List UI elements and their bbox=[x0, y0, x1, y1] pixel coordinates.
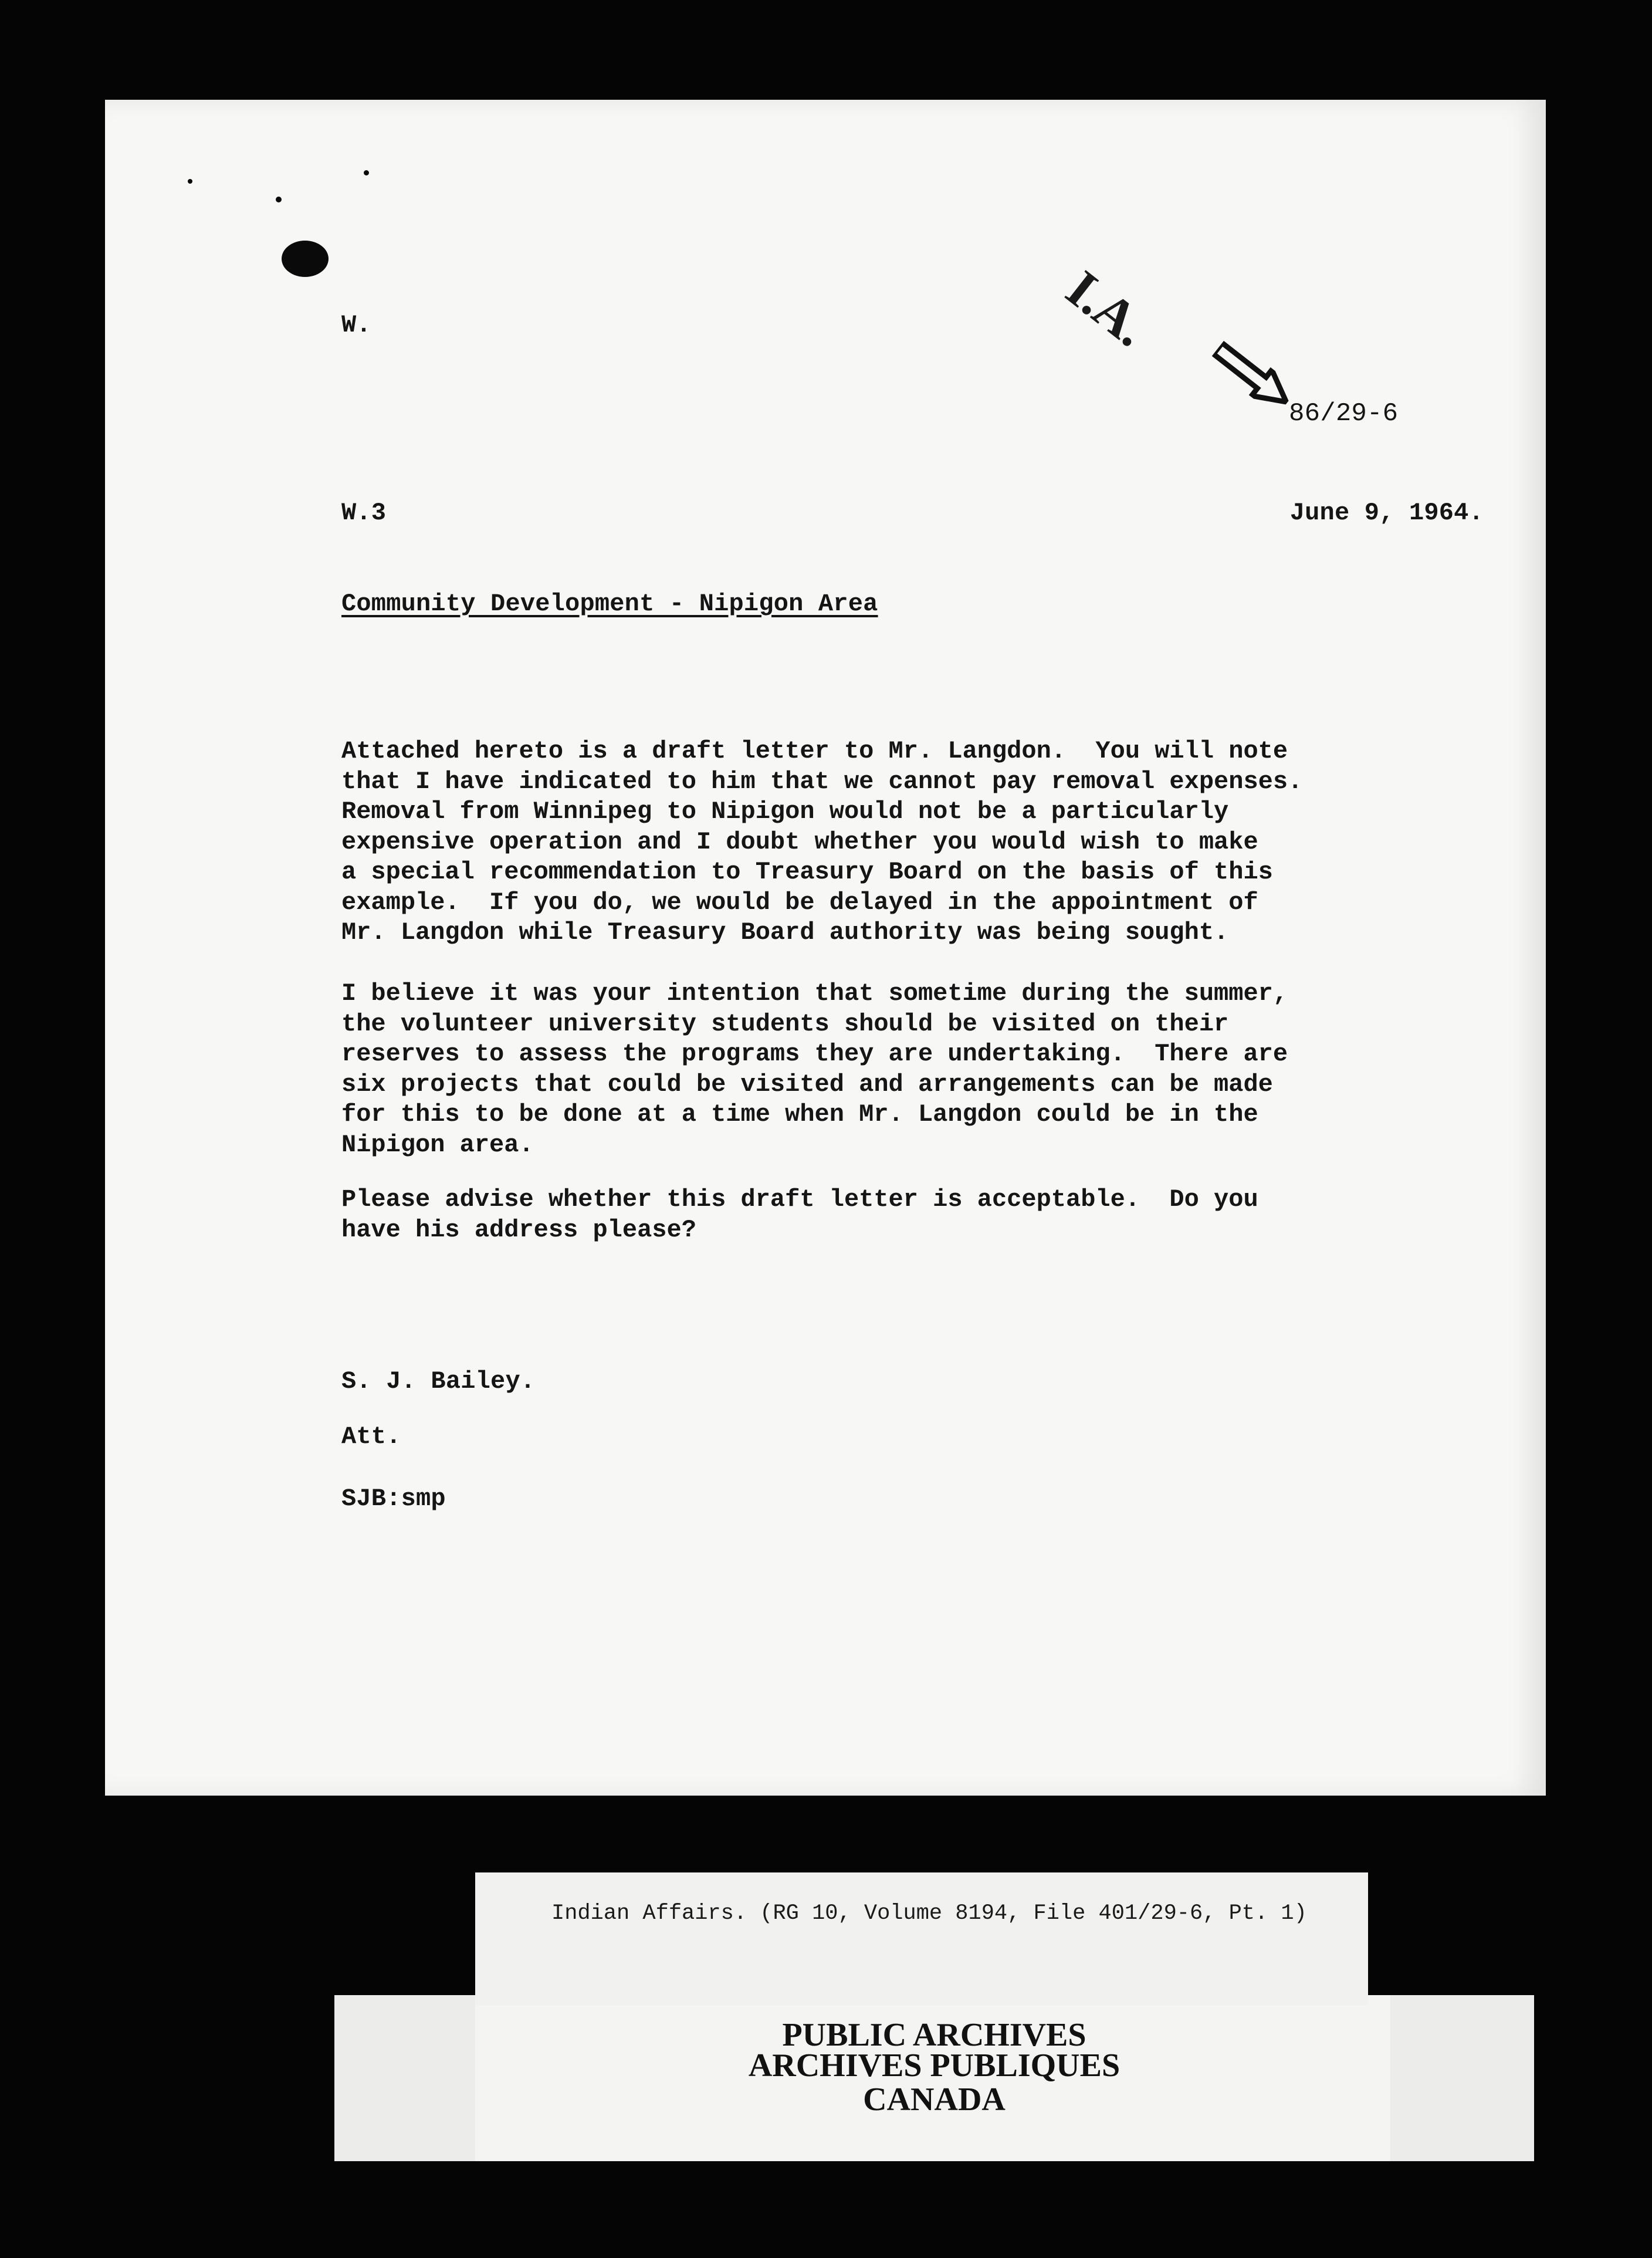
subject-line: Community Development - Nipigon Area bbox=[341, 590, 878, 618]
text-line: Please advise whether this draft letter is acceptable. Do you bbox=[341, 1185, 1258, 1213]
text-line: Nipigon area. bbox=[341, 1130, 534, 1159]
archive-name-fr: ARCHIVES PUBLIQUES bbox=[748, 2047, 1120, 2084]
signature: S. J. Bailey. bbox=[341, 1367, 536, 1395]
paragraph-1 bbox=[341, 736, 1302, 948]
text-line: Mr. Langdon while Treasury Board authority was being sought. bbox=[341, 918, 1229, 947]
text-line: the volunteer university students should be visited on their bbox=[341, 1009, 1229, 1038]
date: June 9, 1964. bbox=[1289, 499, 1484, 527]
enclosure-note: Att. bbox=[341, 1422, 401, 1451]
text-line: for this to be done at a time when Mr. Langdon could be in the bbox=[341, 1100, 1258, 1128]
header-initial: W. bbox=[341, 311, 371, 339]
text-line: six projects that could be visited and arrangements can be made bbox=[341, 1070, 1273, 1098]
citation-label-strip bbox=[475, 1872, 1368, 2005]
text-line: I believe it was your intention that sometime during the summer, bbox=[341, 979, 1288, 1008]
archive-citation: Indian Affairs. (RG 10, Volume 8194, File 401/29-6, Pt. 1) bbox=[551, 1901, 1307, 1926]
text-line: have his address please? bbox=[341, 1215, 696, 1244]
text-line: a special recommendation to Treasury Board on the basis of this bbox=[341, 858, 1273, 886]
paragraph-2 bbox=[341, 979, 1288, 1160]
ink-speck bbox=[364, 170, 369, 175]
ink-blot bbox=[282, 241, 329, 277]
typist-initials: SJB:smp bbox=[341, 1485, 446, 1513]
text-line: Attached hereto is a draft letter to Mr. Langdon. You will note bbox=[341, 737, 1288, 765]
text-line: that I have indicated to him that we cannot pay removal expenses. bbox=[341, 767, 1303, 796]
paragraph-3 bbox=[341, 1185, 1258, 1245]
archive-name-en: PUBLIC ARCHIVES bbox=[782, 2017, 1086, 2053]
ink-speck bbox=[276, 197, 282, 202]
text-line: reserves to assess the programs they are undertaking. There are bbox=[341, 1040, 1288, 1068]
text-line: example. If you do, we would be delayed in the appointment of bbox=[341, 888, 1258, 917]
file-number: 86/29-6 bbox=[1289, 399, 1399, 428]
reference: W.3 bbox=[341, 499, 387, 527]
text-line: Removal from Winnipeg to Nipigon would not be a particularly bbox=[341, 797, 1229, 826]
file-stamp-initials: I.A. bbox=[1055, 259, 1159, 358]
text-line: expensive operation and I doubt whether you would wish to make bbox=[341, 827, 1258, 856]
archive-country: CANADA bbox=[863, 2081, 1006, 2118]
ink-speck bbox=[188, 179, 192, 184]
